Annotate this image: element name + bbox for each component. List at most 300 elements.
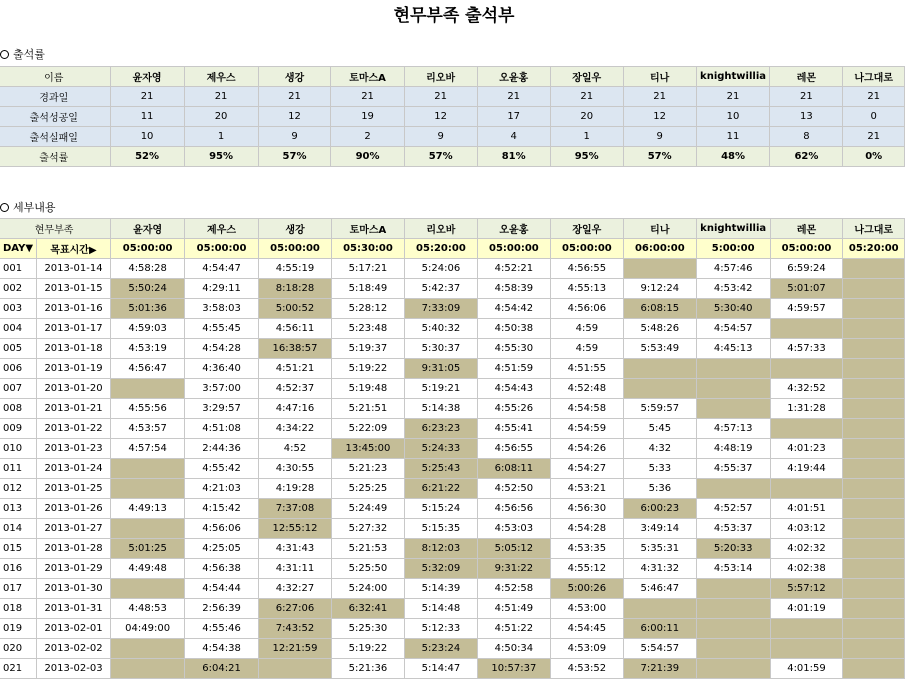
check-in-time-cell: 5:27:32 [331, 519, 404, 539]
check-in-time-cell [843, 379, 905, 399]
check-in-time-cell: 5:48:26 [623, 319, 696, 339]
check-in-time-cell: 4:52:48 [550, 379, 623, 399]
check-in-time-cell: 3:58:03 [185, 299, 259, 319]
check-in-time-cell: 5:35:31 [623, 539, 696, 559]
member-name-header: 장일우 [550, 219, 623, 239]
group-label-header: 현무부족 [0, 219, 111, 239]
member-name-header: 레몬 [770, 219, 843, 239]
check-in-time-cell: 5:24:33 [404, 439, 477, 459]
attendance-row [0, 319, 905, 339]
date-cell: 2013-01-31 [36, 599, 110, 619]
check-in-time-cell: 3:49:14 [623, 519, 696, 539]
date-cell: 2013-01-23 [36, 439, 110, 459]
day-number: 013 [0, 499, 36, 519]
check-in-time-cell: 5:14:47 [404, 659, 477, 679]
summary-row [0, 127, 905, 147]
check-in-time-cell: 4:57:13 [696, 419, 770, 439]
check-in-time-cell [696, 599, 770, 619]
check-in-time-cell: 6:00:11 [623, 619, 696, 639]
date-cell: 2013-01-27 [36, 519, 110, 539]
check-in-time-cell: 6:27:06 [259, 599, 332, 619]
check-in-time-cell: 4:56:55 [477, 439, 550, 459]
check-in-time-cell [843, 359, 905, 379]
check-in-time-cell: 5:54:57 [623, 639, 696, 659]
summary-value: 21 [258, 87, 331, 107]
check-in-time-cell [843, 439, 905, 459]
target-time-cell: 05:00:00 [185, 239, 259, 259]
check-in-time-cell: 4:52:21 [477, 259, 550, 279]
check-in-time-cell: 4:55:12 [550, 559, 623, 579]
check-in-time-cell: 6:08:15 [623, 299, 696, 319]
check-in-time-cell: 4:53:19 [111, 339, 185, 359]
check-in-time-cell: 4:55:37 [696, 459, 770, 479]
detail-section-label: 세부내용 [13, 201, 56, 214]
check-in-time-cell: 4:54:38 [185, 639, 259, 659]
attendance-row [0, 279, 905, 299]
check-in-time-cell: 4:19:28 [259, 479, 332, 499]
summary-row-label: 경과일 [0, 87, 110, 107]
check-in-time-cell: 4:55:41 [477, 419, 550, 439]
check-in-time-cell: 6:21:22 [404, 479, 477, 499]
detail-section-heading [0, 201, 56, 215]
check-in-time-cell: 4:56:47 [111, 359, 185, 379]
check-in-time-cell: 4:51:55 [550, 359, 623, 379]
check-in-time-cell: 5:15:24 [404, 499, 477, 519]
summary-value: 13 [770, 107, 843, 127]
check-in-time-cell: 1:31:28 [770, 399, 843, 419]
check-in-time-cell: 4:55:56 [111, 399, 185, 419]
attendance-row [0, 339, 905, 359]
date-cell: 2013-01-16 [36, 299, 110, 319]
check-in-time-cell: 4:53:03 [477, 519, 550, 539]
check-in-time-cell: 5:17:21 [331, 259, 404, 279]
check-in-time-cell: 2:44:36 [185, 439, 259, 459]
day-number: 007 [0, 379, 36, 399]
check-in-time-cell: 8:18:28 [259, 279, 332, 299]
check-in-time-cell: 5:33 [623, 459, 696, 479]
check-in-time-cell: 4:31:32 [623, 559, 696, 579]
day-number: 020 [0, 639, 36, 659]
check-in-time-cell [843, 659, 905, 679]
member-name-header: 오윤홍 [477, 67, 550, 87]
check-in-time-cell: 5:30:37 [404, 339, 477, 359]
summary-value: 95% [184, 147, 258, 167]
attendance-row [0, 559, 905, 579]
check-in-time-cell: 4:54:45 [550, 619, 623, 639]
check-in-time-cell: 5:18:49 [331, 279, 404, 299]
day-number: 011 [0, 459, 36, 479]
check-in-time-cell: 5:42:37 [404, 279, 477, 299]
attendance-row [0, 599, 905, 619]
check-in-time-cell: 4:56:56 [477, 499, 550, 519]
date-cell: 2013-01-22 [36, 419, 110, 439]
member-name-header: 나그대로 [843, 67, 905, 87]
check-in-time-cell: 4:01:59 [770, 659, 843, 679]
summary-value: 21 [843, 127, 905, 147]
check-in-time-cell: 5:05:12 [477, 539, 550, 559]
check-in-time-cell: 4:52 [259, 439, 332, 459]
check-in-time-cell: 4:21:03 [185, 479, 259, 499]
check-in-time-cell: 4:55:30 [477, 339, 550, 359]
member-name-header: 토마스A [331, 219, 404, 239]
summary-value: 21 [623, 87, 696, 107]
check-in-time-cell: 4:59:03 [111, 319, 185, 339]
check-in-time-cell: 5:25:30 [331, 619, 404, 639]
summary-value: 11 [110, 107, 184, 127]
check-in-time-cell: 4:52:58 [477, 579, 550, 599]
check-in-time-cell [111, 379, 185, 399]
member-name-header: 티나 [623, 219, 696, 239]
check-in-time-cell [843, 639, 905, 659]
summary-value: 12 [404, 107, 477, 127]
check-in-time-cell: 5:24:06 [404, 259, 477, 279]
check-in-time-cell: 7:21:39 [623, 659, 696, 679]
check-in-time-cell: 5:12:33 [404, 619, 477, 639]
check-in-time-cell: 5:50:24 [111, 279, 185, 299]
summary-row-label: 출석성공일 [0, 107, 110, 127]
day-number: 017 [0, 579, 36, 599]
check-in-time-cell: 9:12:24 [623, 279, 696, 299]
check-in-time-cell: 5:53:49 [623, 339, 696, 359]
summary-value: 2 [331, 127, 404, 147]
date-cell: 2013-01-15 [36, 279, 110, 299]
target-time-cell: 5:00:00 [696, 239, 770, 259]
check-in-time-cell: 4:45:13 [696, 339, 770, 359]
summary-value: 19 [331, 107, 404, 127]
check-in-time-cell [770, 639, 843, 659]
target-time-cell: 05:00:00 [111, 239, 185, 259]
summary-value: 0 [843, 107, 905, 127]
check-in-time-cell [111, 639, 185, 659]
check-in-time-cell [770, 479, 843, 499]
check-in-time-cell: 4:47:16 [259, 399, 332, 419]
check-in-time-cell: 5:21:51 [331, 399, 404, 419]
summary-value: 9 [623, 127, 696, 147]
check-in-time-cell: 4:29:11 [185, 279, 259, 299]
member-name-header: 윤자영 [110, 67, 184, 87]
member-name-header: 제우스 [184, 67, 258, 87]
check-in-time-cell: 5:45 [623, 419, 696, 439]
page-title: 현무부족 출석부 [393, 6, 515, 26]
summary-section-label: 출석률 [13, 48, 45, 61]
check-in-time-cell [770, 619, 843, 639]
check-in-time-cell: 4:50:38 [477, 319, 550, 339]
day-number: 002 [0, 279, 36, 299]
check-in-time-cell: 4:32 [623, 439, 696, 459]
check-in-time-cell: 4:53:21 [550, 479, 623, 499]
check-in-time-cell: 6:32:41 [331, 599, 404, 619]
check-in-time-cell: 5:36 [623, 479, 696, 499]
member-name-header: 제우스 [185, 219, 259, 239]
day-number: 016 [0, 559, 36, 579]
summary-value: 21 [110, 87, 184, 107]
check-in-time-cell [843, 419, 905, 439]
date-cell: 2013-01-21 [36, 399, 110, 419]
check-in-time-cell: 4:55:45 [185, 319, 259, 339]
day-number: 004 [0, 319, 36, 339]
summary-value: 12 [258, 107, 331, 127]
check-in-time-cell: 4:56:11 [259, 319, 332, 339]
check-in-time-cell: 4:52:50 [477, 479, 550, 499]
check-in-time-cell: 4:56:55 [550, 259, 623, 279]
target-time-cell: 05:20:00 [404, 239, 477, 259]
day-number: 006 [0, 359, 36, 379]
target-time-cell: 06:00:00 [623, 239, 696, 259]
check-in-time-cell [843, 579, 905, 599]
day-number: 010 [0, 439, 36, 459]
summary-value: 57% [404, 147, 477, 167]
check-in-time-cell: 4:51:21 [259, 359, 332, 379]
summary-value: 10 [696, 107, 770, 127]
check-in-time-cell: 4:54:42 [477, 299, 550, 319]
check-in-time-cell: 5:21:53 [331, 539, 404, 559]
check-in-time-cell: 4:31:43 [259, 539, 332, 559]
check-in-time-cell [696, 399, 770, 419]
check-in-time-cell: 4:53:37 [696, 519, 770, 539]
check-in-time-cell: 4:59:57 [770, 299, 843, 319]
check-in-time-cell [843, 519, 905, 539]
summary-value: 21 [477, 87, 550, 107]
check-in-time-cell: 4:59 [550, 339, 623, 359]
summary-value: 21 [770, 87, 843, 107]
check-in-time-cell: 5:59:57 [623, 399, 696, 419]
target-time-cell: 05:00:00 [477, 239, 550, 259]
check-in-time-cell: 4:54:47 [185, 259, 259, 279]
attendance-row [0, 419, 905, 439]
check-in-time-cell: 4:50:34 [477, 639, 550, 659]
summary-value: 20 [550, 107, 623, 127]
check-in-time-cell: 4:02:32 [770, 539, 843, 559]
date-cell: 2013-01-14 [36, 259, 110, 279]
check-in-time-cell: 5:24:49 [331, 499, 404, 519]
check-in-time-cell: 4:58:39 [477, 279, 550, 299]
member-name-header: 토마스A [331, 67, 404, 87]
check-in-time-cell [111, 659, 185, 679]
summary-value: 21 [550, 87, 623, 107]
check-in-time-cell [843, 599, 905, 619]
check-in-time-cell: 4:19:44 [770, 459, 843, 479]
check-in-time-cell: 4:55:13 [550, 279, 623, 299]
check-in-time-cell: 12:21:59 [259, 639, 332, 659]
check-in-time-cell: 5:00:52 [259, 299, 332, 319]
check-in-time-cell: 4:56:38 [185, 559, 259, 579]
attendance-row [0, 659, 905, 679]
summary-value: 20 [184, 107, 258, 127]
check-in-time-cell: 4:25:05 [185, 539, 259, 559]
attendance-row [0, 259, 905, 279]
day-number: 005 [0, 339, 36, 359]
check-in-time-cell [843, 259, 905, 279]
check-in-time-cell: 4:49:13 [111, 499, 185, 519]
check-in-time-cell: 16:38:57 [259, 339, 332, 359]
date-cell: 2013-02-02 [36, 639, 110, 659]
attendance-row [0, 579, 905, 599]
check-in-time-cell [696, 479, 770, 499]
check-in-time-cell: 4:51:08 [185, 419, 259, 439]
check-in-time-cell: 5:14:39 [404, 579, 477, 599]
check-in-time-cell: 5:14:38 [404, 399, 477, 419]
check-in-time-cell: 5:19:22 [331, 359, 404, 379]
member-name-header: knightwillia [696, 219, 770, 239]
target-time-row [0, 239, 905, 259]
check-in-time-cell: 7:37:08 [259, 499, 332, 519]
check-in-time-cell: 6:00:23 [623, 499, 696, 519]
summary-value: 10 [110, 127, 184, 147]
day-number: 003 [0, 299, 36, 319]
check-in-time-cell [843, 279, 905, 299]
attendance-row [0, 519, 905, 539]
summary-value: 90% [331, 147, 404, 167]
check-in-time-cell: 4:32:52 [770, 379, 843, 399]
member-name-header: knightwillia [696, 67, 770, 87]
member-name-header: 레몬 [770, 67, 843, 87]
check-in-time-cell: 4:55:46 [185, 619, 259, 639]
day-number: 001 [0, 259, 36, 279]
check-in-time-cell [843, 619, 905, 639]
target-time-cell: 05:30:00 [331, 239, 404, 259]
check-in-time-cell: 4:54:28 [185, 339, 259, 359]
check-in-time-cell: 4:54:27 [550, 459, 623, 479]
summary-value: 0% [843, 147, 905, 167]
check-in-time-cell: 4:57:46 [696, 259, 770, 279]
check-in-time-cell [696, 639, 770, 659]
bullet-circle-icon [0, 50, 9, 59]
check-in-time-cell [623, 379, 696, 399]
check-in-time-cell: 4:15:42 [185, 499, 259, 519]
check-in-time-cell [843, 399, 905, 419]
member-name-header: 장일우 [550, 67, 623, 87]
date-cell: 2013-01-19 [36, 359, 110, 379]
summary-value: 11 [696, 127, 770, 147]
check-in-time-cell: 4:53:35 [550, 539, 623, 559]
check-in-time-cell [696, 619, 770, 639]
summary-value: 21 [184, 87, 258, 107]
check-in-time-cell: 6:08:11 [477, 459, 550, 479]
check-in-time-cell [696, 659, 770, 679]
check-in-time-cell: 5:46:47 [623, 579, 696, 599]
summary-value: 17 [477, 107, 550, 127]
check-in-time-cell [843, 459, 905, 479]
date-cell: 2013-01-25 [36, 479, 110, 499]
attendance-row [0, 439, 905, 459]
check-in-time-cell: 5:28:12 [331, 299, 404, 319]
date-cell: 2013-01-17 [36, 319, 110, 339]
check-in-time-cell: 4:51:22 [477, 619, 550, 639]
summary-value: 1 [550, 127, 623, 147]
check-in-time-cell [111, 579, 185, 599]
check-in-time-cell: 04:49:00 [111, 619, 185, 639]
date-cell: 2013-02-03 [36, 659, 110, 679]
check-in-time-cell: 4:56:30 [550, 499, 623, 519]
check-in-time-cell [770, 359, 843, 379]
attendance-detail-table [0, 218, 905, 679]
summary-value: 57% [258, 147, 331, 167]
day-number: 014 [0, 519, 36, 539]
date-cell: 2013-01-28 [36, 539, 110, 559]
member-name-header: 티나 [623, 67, 696, 87]
check-in-time-cell: 4:54:57 [696, 319, 770, 339]
check-in-time-cell: 4:53:00 [550, 599, 623, 619]
check-in-time-cell: 4:54:43 [477, 379, 550, 399]
day-number: 019 [0, 619, 36, 639]
check-in-time-cell: 4:32:27 [259, 579, 332, 599]
check-in-time-cell: 4:49:48 [111, 559, 185, 579]
check-in-time-cell: 12:55:12 [259, 519, 332, 539]
date-cell: 2013-01-30 [36, 579, 110, 599]
summary-table [0, 66, 905, 167]
summary-value: 8 [770, 127, 843, 147]
check-in-time-cell: 4:31:11 [259, 559, 332, 579]
member-name-header: 리오바 [404, 219, 477, 239]
check-in-time-cell: 4:53:09 [550, 639, 623, 659]
check-in-time-cell: 4:53:57 [111, 419, 185, 439]
check-in-time-cell: 4:56:06 [550, 299, 623, 319]
check-in-time-cell: 4:48:19 [696, 439, 770, 459]
check-in-time-cell: 5:25:43 [404, 459, 477, 479]
check-in-time-cell: 4:55:42 [185, 459, 259, 479]
check-in-time-cell: 5:24:00 [331, 579, 404, 599]
summary-row-label: 출석실패일 [0, 127, 110, 147]
summary-value: 48% [696, 147, 770, 167]
check-in-time-cell: 4:54:28 [550, 519, 623, 539]
check-in-time-cell: 4:51:49 [477, 599, 550, 619]
attendance-row [0, 299, 905, 319]
member-name-header: 생강 [258, 67, 331, 87]
summary-value: 4 [477, 127, 550, 147]
summary-value: 52% [110, 147, 184, 167]
check-in-time-cell: 5:57:12 [770, 579, 843, 599]
summary-value: 21 [696, 87, 770, 107]
attendance-row [0, 459, 905, 479]
check-in-time-cell: 5:00:26 [550, 579, 623, 599]
check-in-time-cell: 8:12:03 [404, 539, 477, 559]
check-in-time-cell: 4:48:53 [111, 599, 185, 619]
check-in-time-cell: 4:52:57 [696, 499, 770, 519]
member-name-header: 오윤홍 [477, 219, 550, 239]
summary-value: 12 [623, 107, 696, 127]
check-in-time-cell: 3:57:00 [185, 379, 259, 399]
check-in-time-cell: 4:53:52 [550, 659, 623, 679]
attendance-row [0, 619, 905, 639]
day-number: 021 [0, 659, 36, 679]
check-in-time-cell: 4:55:26 [477, 399, 550, 419]
target-time-cell: 05:20:00 [843, 239, 905, 259]
check-in-time-cell [843, 539, 905, 559]
day-column-label: DAY▼ [0, 239, 36, 259]
check-in-time-cell: 5:40:32 [404, 319, 477, 339]
check-in-time-cell: 5:19:48 [331, 379, 404, 399]
check-in-time-cell: 4:01:51 [770, 499, 843, 519]
check-in-time-cell: 9:31:05 [404, 359, 477, 379]
check-in-time-cell [111, 519, 185, 539]
check-in-time-cell [623, 259, 696, 279]
check-in-time-cell: 4:34:22 [259, 419, 332, 439]
check-in-time-cell: 4:55:19 [259, 259, 332, 279]
summary-value: 9 [258, 127, 331, 147]
check-in-time-cell [843, 499, 905, 519]
check-in-time-cell: 4:01:19 [770, 599, 843, 619]
date-cell: 2013-02-01 [36, 619, 110, 639]
summary-row-label: 출석률 [0, 147, 110, 167]
member-name-header: 윤자영 [111, 219, 185, 239]
check-in-time-cell [843, 319, 905, 339]
check-in-time-cell: 4:54:58 [550, 399, 623, 419]
check-in-time-cell [111, 479, 185, 499]
check-in-time-cell: 5:23:24 [404, 639, 477, 659]
attendance-row [0, 359, 905, 379]
summary-header-row [0, 67, 905, 87]
summary-section-heading [0, 48, 45, 62]
